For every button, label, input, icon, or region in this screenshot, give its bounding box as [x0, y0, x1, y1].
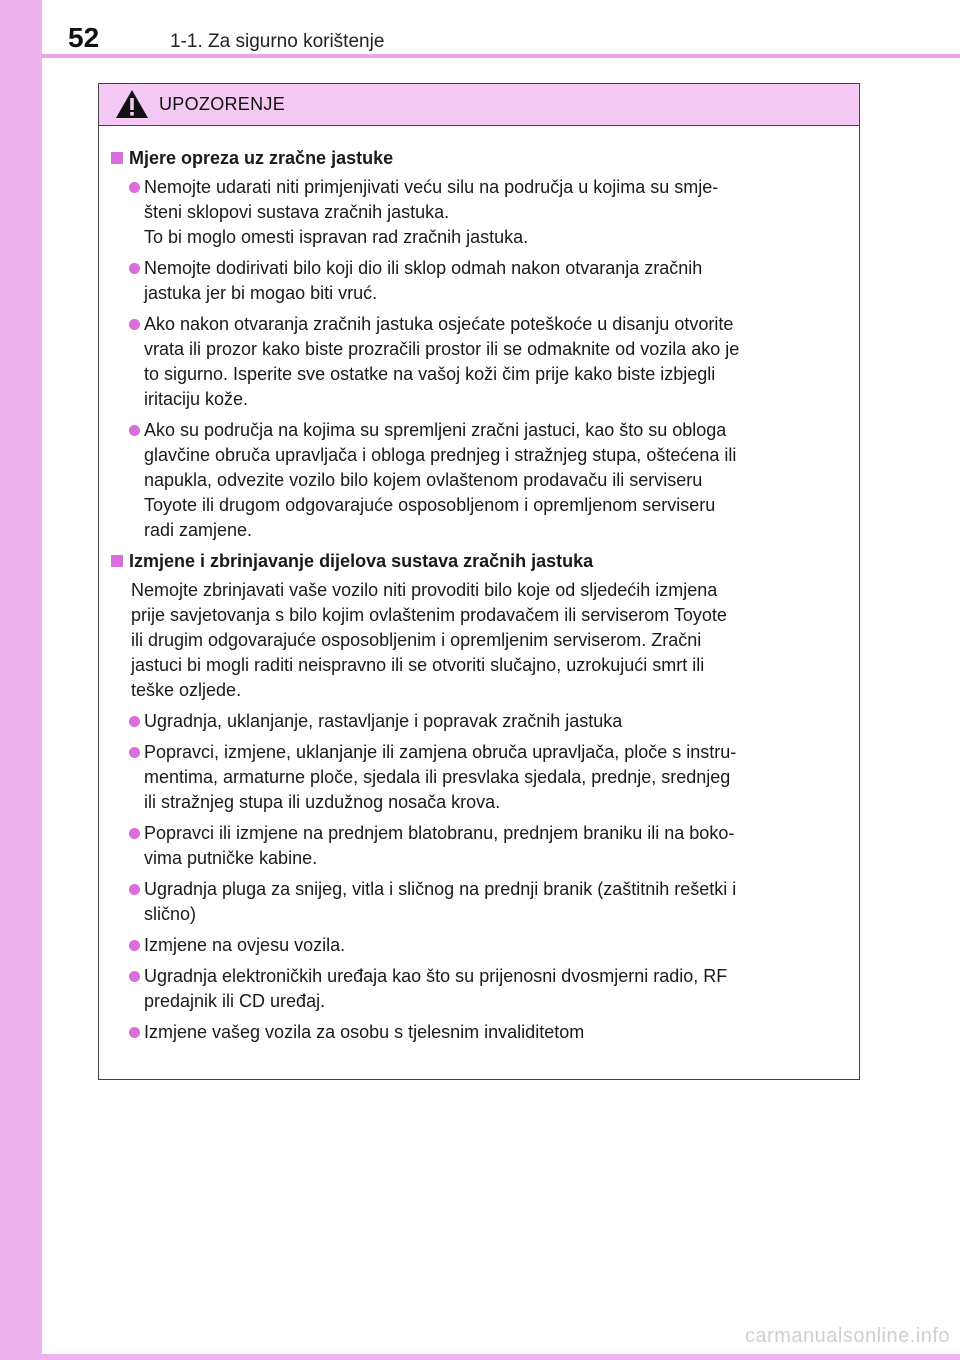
text-line: slično)	[144, 904, 197, 924]
text-line: Ako nakon otvaranja zračnih jastuka osjećate poteškoće u disanju otvorite	[144, 314, 734, 334]
text-line: jastuka jer bi mogao biti vruć.	[144, 283, 378, 303]
watermark: carmanualsonline.info	[744, 1325, 950, 1347]
bullet-dot-icon	[129, 182, 140, 193]
bullet-item	[111, 821, 851, 871]
text-line: radi zamjene.	[144, 520, 253, 540]
bullet-item	[111, 933, 851, 958]
square-bullet-icon	[111, 152, 123, 164]
text-line: Nemojte dodirivati bilo koji dio ili sklop odmah nakon otvaranja zračnih	[144, 258, 703, 278]
text-line: Ugradnja, uklanjanje, rastavljanje i popravak zračnih jastuka	[144, 711, 623, 731]
section-heading-text: Izmjene i zbrinjavanje dijelova sustava zračnih jastuka	[129, 551, 594, 571]
text-line: iritaciju kože.	[144, 389, 249, 409]
bullet-dot-icon	[129, 828, 140, 839]
bullet-item	[111, 740, 851, 815]
text-line: ili stražnjeg stupa ili uzdužnog nosača krova.	[144, 792, 501, 812]
text-line: šteni sklopovi sustava zračnih jastuka.	[144, 202, 450, 222]
header-rule	[42, 54, 960, 58]
bullet-dot-icon	[129, 425, 140, 436]
page-number: 52	[68, 22, 100, 53]
warning-title: UPOZORENJE	[159, 94, 286, 114]
text-line: predajnik ili CD uređaj.	[144, 991, 326, 1011]
text-line: Popravci ili izmjene na prednjem blatobranu, prednjem braniku ili na boko-	[144, 823, 735, 843]
text-line: Toyote ili drugom odgovarajuće osposobljenom i opremljenom serviseru	[144, 495, 716, 515]
bullet-dot-icon	[129, 747, 140, 758]
bullet-dot-icon	[129, 319, 140, 330]
section-heading	[111, 146, 851, 171]
text-line: Nemojte zbrinjavati vaše vozilo niti provoditi bilo koje od sljedećih izmjena	[131, 580, 718, 600]
text-line: Izmjene vašeg vozila za osobu s tjelesnim invaliditetom	[144, 1022, 585, 1042]
bullet-dot-icon	[129, 940, 140, 951]
bullet-dot-icon	[129, 884, 140, 895]
section-heading	[111, 549, 851, 574]
text-line: vrata ili prozor kako biste prozračili prostor ili se odmaknite od vozila ako je	[144, 339, 740, 359]
text-line: Ako su područja na kojima su spremljeni zračni jastuci, kao što su obloga	[144, 420, 727, 440]
section-heading-text: Mjere opreza uz zračne jastuke	[129, 148, 394, 168]
text-line: Ugradnja pluga za snijeg, vitla i sličnog na prednji branik (zaštitnih rešetki i	[144, 879, 737, 899]
bullet-dot-icon	[129, 1027, 140, 1038]
text-line: ili drugim odgovarajuće osposobljenim i opremljenim serviserom. Zračni	[131, 630, 702, 650]
bullet-item	[111, 964, 851, 1014]
section-title: 1-1. Za sigurno korištenje	[170, 31, 385, 52]
bullet-item	[111, 312, 851, 412]
bullet-dot-icon	[129, 971, 140, 982]
bullet-item	[111, 1020, 851, 1045]
square-bullet-icon	[111, 555, 123, 567]
side-color-bar	[0, 0, 42, 1360]
warning-triangle-icon	[115, 89, 149, 119]
bullet-item	[111, 175, 851, 250]
text-line: to sigurno. Isperite sve ostatke na vašoj koži čim prije kako biste izbjegli	[144, 364, 716, 384]
text-line: glavčine obruča upravljača i obloga prednjeg i stražnjeg stupa, oštećena ili	[144, 445, 737, 465]
text-line: Popravci, izmjene, uklanjanje ili zamjena obruča upravljača, ploče s instru-	[144, 742, 737, 762]
warning-header	[99, 84, 859, 126]
footer-rule	[42, 1354, 960, 1360]
bullet-item	[111, 256, 851, 306]
bullet-item	[111, 418, 851, 543]
bullet-dot-icon	[129, 716, 140, 727]
bullet-item	[111, 709, 851, 734]
text-line: jastuci bi mogli raditi neispravno ili se otvoriti slučajno, uzrokujući smrt ili	[131, 655, 705, 675]
text-line: mentima, armaturne ploče, sjedala ili presvlaka sjedala, prednje, srednjeg	[144, 767, 731, 787]
bullet-item	[111, 877, 851, 927]
warning-box	[98, 83, 860, 1080]
text-line: To bi moglo omesti ispravan rad zračnih jastuka.	[144, 227, 529, 247]
intro-paragraph	[111, 578, 851, 703]
text-line: teške ozljede.	[131, 680, 242, 700]
text-line: prije savjetovanja s bilo kojim ovlaštenim prodavačem ili serviserom Toyote	[131, 605, 727, 625]
text-line: Izmjene na ovjesu vozila.	[144, 935, 346, 955]
text-line: Ugradnja elektroničkih uređaja kao što su prijenosni dvosmjerni radio, RF	[144, 966, 728, 986]
text-line: vima putničke kabine.	[144, 848, 318, 868]
text-line: napukla, odvezite vozilo bilo kojem ovlaštenom prodavaču ili serviseru	[144, 470, 703, 490]
text-line: Nemojte udarati niti primjenjivati veću silu na područja u kojima su smje-	[144, 177, 719, 197]
bullet-dot-icon	[129, 263, 140, 274]
warning-body	[99, 126, 859, 1045]
